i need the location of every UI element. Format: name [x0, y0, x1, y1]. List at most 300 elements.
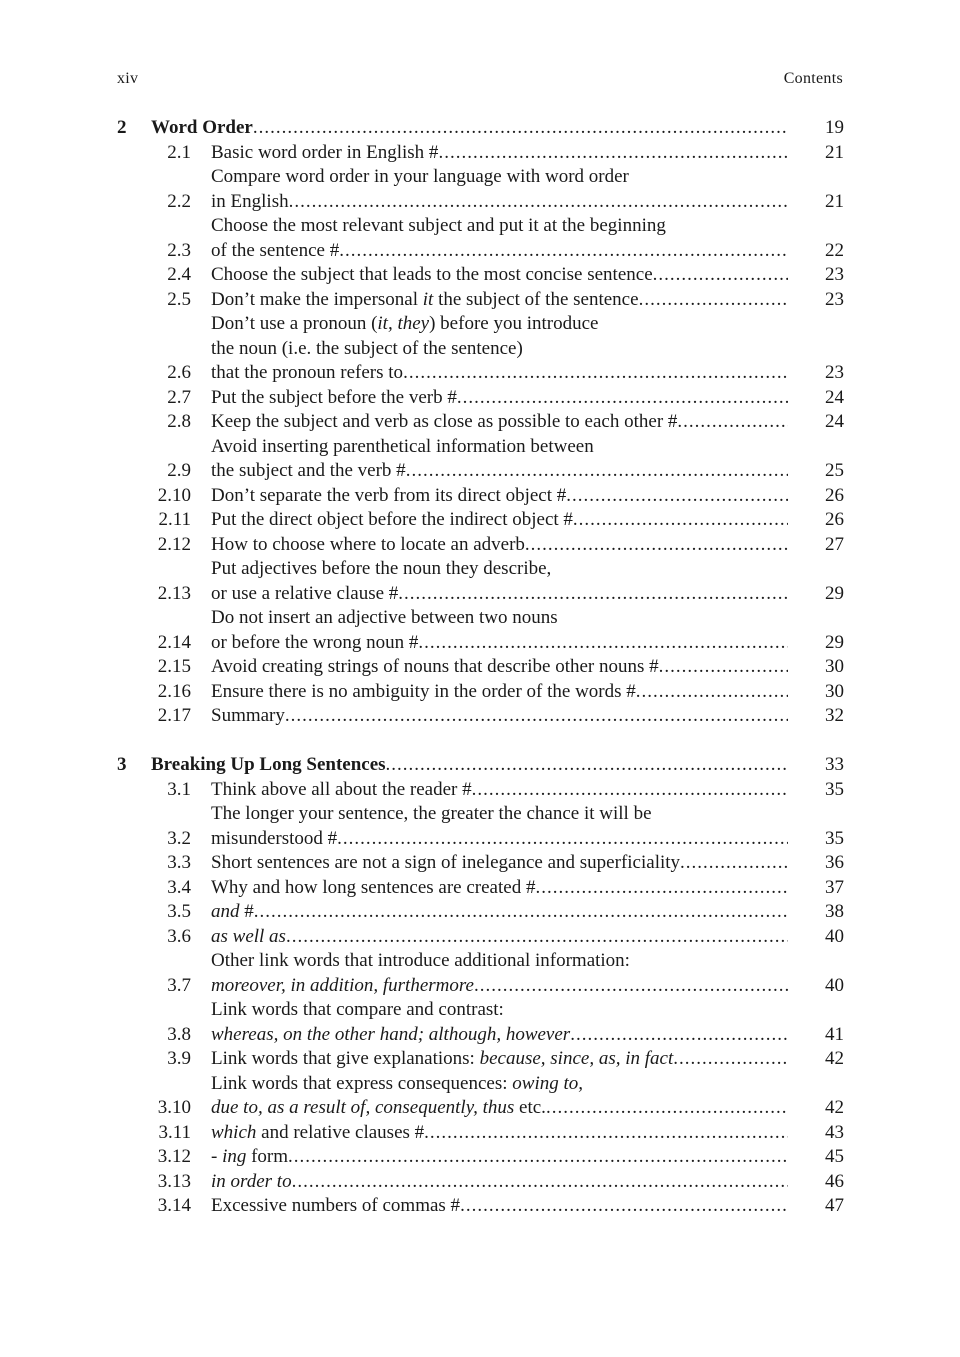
section-title-text [211, 361, 403, 386]
section-title-line [211, 410, 788, 435]
dot-leader [525, 533, 788, 558]
section-title-cell [191, 508, 788, 533]
toc-entry[interactable] [117, 141, 844, 166]
section-title-cell [191, 655, 788, 680]
dot-leader [286, 925, 788, 950]
section-number: 3.13 [157, 1170, 191, 1192]
section-title-cell [191, 484, 788, 509]
page-number: 23 [825, 362, 844, 383]
section-title-text [211, 655, 659, 680]
page-number: 29 [825, 582, 844, 604]
entry-text-segment: Short sentences are not a sign of inelegance and superficiality [211, 852, 681, 873]
section-title-cell [191, 435, 788, 484]
page-number: 37 [825, 876, 844, 898]
page-number: 26 [825, 509, 844, 530]
entry-text-segment: Why and how long sentences are created # [211, 876, 536, 898]
section-title-line [211, 557, 788, 582]
section-number: 3.10 [157, 1097, 191, 1118]
page-number: 27 [825, 533, 844, 555]
page-number: 21 [825, 190, 844, 212]
page-number: 22 [825, 239, 844, 261]
running-head [117, 70, 843, 88]
section-title-cell [191, 141, 788, 166]
section-title-text [211, 410, 677, 435]
page-number: 40 [825, 974, 844, 996]
toc-entry[interactable] [117, 1047, 844, 1072]
section-title-line [211, 1194, 788, 1219]
toc-entry[interactable] [117, 410, 844, 435]
section-title-text [211, 386, 457, 411]
page-number: 23 [825, 288, 844, 310]
section-title-text [211, 974, 474, 999]
page-number: 36 [825, 852, 844, 873]
page-number: 30 [825, 680, 844, 702]
section-title-text [211, 925, 286, 950]
toc-entry[interactable] [117, 508, 844, 533]
section-title-line [211, 606, 788, 631]
dot-leader [680, 851, 788, 876]
page-number: 30 [825, 656, 844, 677]
toc-entry[interactable] [117, 312, 844, 386]
section-title-cell [191, 214, 788, 263]
entry-text-segment: Link words that give explanations: [211, 1048, 480, 1069]
toc-entry[interactable] [117, 1121, 844, 1146]
section-title-line [211, 1121, 788, 1146]
section-title-line [211, 484, 788, 509]
section-title-cell [191, 778, 788, 803]
dot-leader [570, 1023, 788, 1048]
section-title-line [211, 1170, 788, 1195]
page-number: 38 [825, 901, 844, 922]
dot-leader [535, 876, 788, 901]
page-number: 42 [825, 1097, 844, 1118]
section-number: 2.16 [157, 680, 191, 702]
section-title-cell [191, 606, 788, 655]
section-number: 2.13 [157, 582, 191, 604]
dot-leader [659, 655, 788, 680]
running-title: Contents [783, 70, 843, 87]
page-number: 26 [825, 484, 844, 506]
dot-leader [653, 263, 788, 288]
section-number: 2.4 [167, 264, 191, 285]
section-title-line [211, 851, 788, 876]
section-number: 3.5 [167, 901, 191, 922]
chapter-title-cell [151, 116, 788, 141]
section-number: 3.2 [167, 827, 191, 849]
section-number: 3.1 [167, 778, 191, 800]
section-title-line [211, 1072, 788, 1097]
chapter-title: Breaking Up Long Sentences [151, 754, 386, 775]
entry-text-segment: The longer your sentence, the greater the chance it will be [211, 803, 652, 824]
dot-leader [673, 1047, 788, 1072]
section-title-cell [191, 851, 788, 876]
section-number: 2.9 [167, 460, 191, 481]
page-number: 19 [825, 117, 844, 138]
section-number: 3.4 [167, 876, 191, 898]
entry-text-segment: Keep the subject and verb as close as possible to each other # [211, 411, 678, 432]
section-title-cell [191, 876, 788, 901]
toc-entry[interactable] [117, 802, 844, 851]
section-title-line [211, 925, 788, 950]
section-number: 3.12 [157, 1146, 191, 1167]
chapter-title: Word Order [151, 117, 253, 138]
entry-text-segment: Think above all about the reader # [211, 778, 472, 800]
entry-text-segment: the subject and the verb # [211, 460, 406, 481]
section-title-cell [191, 1047, 788, 1072]
toc-entry[interactable] [117, 1194, 844, 1219]
entry-text-segment: misunderstood # [211, 827, 338, 849]
section-title-cell [191, 900, 788, 925]
section-title-line [211, 288, 788, 313]
chapter-block [117, 116, 844, 729]
chapter-title-line [151, 116, 788, 141]
entry-text-segment: Excessive numbers of commas # [211, 1195, 461, 1216]
entry-text-segment: that the pronoun refers to [211, 362, 404, 383]
entry-text-segment: Avoid creating strings of nouns that describe other nouns # [211, 656, 659, 677]
section-number: 2.3 [167, 239, 191, 261]
section-title-line [211, 778, 788, 803]
section-title-cell [191, 949, 788, 998]
section-title-cell [191, 704, 788, 729]
section-title-text [211, 827, 337, 852]
dot-leader [460, 1194, 788, 1219]
section-title-line [211, 949, 788, 974]
section-title-line [211, 263, 788, 288]
entry-text-segment: in order to [211, 1170, 292, 1192]
section-number: 3.6 [167, 925, 191, 947]
chapter-title-line [151, 753, 788, 778]
dot-leader [253, 116, 788, 141]
section-title-text [211, 1121, 424, 1146]
section-number: 3.11 [158, 1121, 191, 1143]
section-title-line [211, 1096, 788, 1121]
section-title-text [211, 263, 653, 288]
section-title-cell [191, 386, 788, 411]
section-number: 3.7 [167, 974, 191, 996]
toc-entry[interactable] [117, 925, 844, 950]
section-number: 2.15 [157, 656, 191, 677]
entry-text-segment: Don’t separate the verb from its direct object # [211, 484, 567, 506]
section-title-cell [191, 1072, 788, 1121]
section-title-line [211, 974, 788, 999]
entry-text-segment: or use a relative clause # [211, 582, 399, 604]
section-title-cell [191, 312, 788, 386]
entry-text-segment: Don’t use a pronoun ( [211, 313, 378, 334]
toc-entry[interactable] [117, 1145, 844, 1170]
dot-leader [337, 827, 788, 852]
page-number: 46 [825, 1170, 844, 1192]
dot-leader [292, 1170, 788, 1195]
section-title-text [211, 680, 636, 705]
page-number: 25 [825, 460, 844, 481]
dot-leader [403, 361, 788, 386]
section-title-line [211, 190, 788, 215]
toc-entry[interactable] [117, 435, 844, 484]
page-number: 32 [825, 705, 844, 726]
section-title-line [211, 1047, 788, 1072]
section-title-text [211, 1047, 673, 1072]
section-title-line [211, 214, 788, 239]
dot-leader [566, 484, 788, 509]
section-title-text [211, 631, 418, 656]
page-number: 24 [825, 411, 844, 432]
section-number: 2.12 [157, 533, 191, 555]
dot-leader [474, 974, 788, 999]
entry-text-segment: Other link words that introduce additional information: [211, 950, 630, 971]
entry-text-segment: ) before you introduce [429, 313, 599, 334]
section-title-line [211, 680, 788, 705]
toc-entry[interactable] [117, 606, 844, 655]
chapter-number: 2 [117, 117, 127, 138]
section-title-cell [191, 1145, 788, 1170]
section-number: 2.7 [167, 386, 191, 408]
dot-leader [339, 239, 788, 264]
toc-entry[interactable] [117, 949, 844, 998]
section-title-line [211, 312, 788, 337]
section-title-line [211, 337, 788, 362]
toc-entry[interactable] [117, 214, 844, 263]
section-title-cell [191, 925, 788, 950]
section-title-text [211, 1170, 292, 1195]
dot-leader [546, 1096, 788, 1121]
entry-text-segment: owing to, [512, 1072, 584, 1094]
entry-text-segment: Link words that compare and contrast: [211, 999, 504, 1020]
page-number: 35 [825, 827, 844, 849]
dot-leader [636, 680, 788, 705]
toc-entry[interactable] [117, 1170, 844, 1195]
dot-leader [424, 1121, 788, 1146]
toc-entry[interactable] [117, 165, 844, 214]
dot-leader [457, 386, 788, 411]
section-title-line [211, 533, 788, 558]
dot-leader [289, 190, 788, 215]
entry-text-segment: Don’t make the impersonal [211, 288, 423, 310]
section-title-text [211, 876, 535, 901]
entry-text-segment: due to, as a result of, consequently, thus [211, 1097, 515, 1118]
entry-text-segment: whereas, on the other hand; although, however [211, 1023, 571, 1045]
chapter-block [117, 753, 844, 1219]
section-title-text [211, 288, 639, 313]
section-number: 2.1 [167, 141, 191, 163]
dot-leader [398, 582, 788, 607]
section-number: 3.3 [167, 852, 191, 873]
entry-text-segment: Do not insert an adjective between two nouns [211, 607, 558, 628]
section-number: 2.17 [157, 705, 191, 726]
section-title-line [211, 1145, 788, 1170]
dot-leader [573, 508, 788, 533]
entry-text-segment: Basic word order in English # [211, 141, 439, 163]
entry-text-segment: form [246, 1146, 289, 1167]
entry-text-segment: moreover, in addition, furthermore [211, 974, 474, 996]
section-title-line [211, 386, 788, 411]
entry-text-segment: which [211, 1121, 257, 1143]
section-title-line [211, 141, 788, 166]
section-title-line [211, 508, 788, 533]
dot-leader [472, 778, 788, 803]
page-number: 35 [825, 778, 844, 800]
section-number: 2.5 [167, 288, 191, 310]
entry-text-segment: or before the wrong noun # [211, 631, 419, 653]
section-title-text [211, 484, 566, 509]
page-number: 24 [825, 386, 844, 408]
toc-entry[interactable] [117, 680, 844, 705]
entry-text-segment: Ensure there is no ambiguity in the order of the words # [211, 680, 636, 702]
section-title-line [211, 900, 788, 925]
chapter-title-cell [151, 753, 788, 778]
entry-text-segment: as well as [211, 925, 286, 947]
section-title-cell [191, 533, 788, 558]
section-title-cell [191, 1194, 788, 1219]
entry-text-segment: ing [222, 1146, 247, 1167]
chapter-number: 3 [117, 754, 127, 775]
entry-text-segment: Compare word order in your language with word order [211, 166, 629, 187]
section-title-line [211, 459, 788, 484]
section-title-cell [191, 998, 788, 1047]
page-number: 45 [825, 1146, 844, 1167]
section-title-text [211, 459, 406, 484]
section-number: 2.11 [158, 509, 191, 530]
section-number: 2.2 [167, 190, 191, 212]
section-title-line [211, 998, 788, 1023]
entry-text-segment: Link words that express consequences: [211, 1072, 513, 1094]
entry-text-segment: Choose the subject that leads to the most concise sentence [211, 264, 653, 285]
section-title-line [211, 165, 788, 190]
entry-text-segment: in English [211, 190, 289, 212]
section-title-line [211, 827, 788, 852]
dot-leader [288, 1145, 788, 1170]
section-title-line [211, 704, 788, 729]
section-number: 2.8 [167, 411, 191, 432]
section-title-cell [191, 802, 788, 851]
dot-leader [406, 459, 788, 484]
section-title-line [211, 239, 788, 264]
section-title-line [211, 1023, 788, 1048]
section-title-cell [191, 165, 788, 214]
section-number: 3.8 [167, 1023, 191, 1045]
section-number: 2.6 [167, 362, 191, 383]
page-number: 42 [825, 1048, 844, 1069]
dot-leader [254, 900, 788, 925]
toc-entry[interactable] [117, 655, 844, 680]
entry-text-segment: Put the subject before the verb # [211, 386, 457, 408]
toc-entry[interactable] [117, 557, 844, 606]
section-title-text [211, 1194, 460, 1219]
entry-text-segment: it, they [377, 313, 430, 334]
toc-entry[interactable] [117, 533, 844, 558]
dot-leader [386, 753, 788, 778]
toc-entry[interactable] [117, 263, 844, 288]
section-title-line [211, 876, 788, 901]
section-number: 3.14 [157, 1195, 191, 1216]
entry-text-segment: Put the direct object before the indirect object # [211, 509, 573, 530]
section-title-text [211, 190, 289, 215]
section-title-cell [191, 1170, 788, 1195]
section-title-line [211, 655, 788, 680]
toc-entry[interactable] [117, 876, 844, 901]
page-number: 29 [825, 631, 844, 653]
chapter-heading[interactable] [117, 116, 844, 141]
section-title-text [211, 778, 472, 803]
section-title-cell [191, 680, 788, 705]
entry-text-segment: it [422, 288, 434, 310]
entry-text-segment: Put adjectives before the noun they describe, [211, 558, 552, 579]
toc-entry[interactable] [117, 704, 844, 729]
section-title-text [211, 1096, 546, 1121]
section-title-text [211, 508, 573, 533]
folio: xiv [117, 70, 139, 87]
entry-text-segment: # [239, 901, 254, 922]
toc-entry[interactable] [117, 778, 844, 803]
entry-text-segment: of the sentence # [211, 239, 340, 261]
section-title-text [211, 582, 398, 607]
entry-text-segment: How to choose where to locate an adverb [211, 533, 525, 555]
chapter-heading[interactable] [117, 753, 844, 778]
page-number: 23 [825, 264, 844, 285]
entry-text-segment: Avoid inserting parenthetical information between [211, 435, 594, 457]
section-title-text [211, 851, 680, 876]
page-number: 47 [825, 1195, 844, 1216]
section-title-text [211, 1023, 570, 1048]
entry-text-segment: - [211, 1146, 223, 1167]
section-title-cell [191, 410, 788, 435]
page-number: 40 [825, 925, 844, 947]
page-number: 43 [825, 1121, 844, 1143]
dot-leader [677, 410, 788, 435]
section-number: 3.9 [167, 1048, 191, 1069]
section-title-cell [191, 263, 788, 288]
toc-entry[interactable] [117, 851, 844, 876]
entry-text-segment: and [211, 901, 240, 922]
dot-leader [438, 141, 788, 166]
section-title-cell [191, 557, 788, 606]
toc-entry[interactable] [117, 484, 844, 509]
table-of-contents [117, 116, 844, 1243]
section-number: 2.10 [157, 484, 191, 506]
section-title-text [211, 704, 285, 729]
dot-leader [418, 631, 788, 656]
entry-text-segment: because, since, as, in fact [479, 1048, 674, 1069]
section-title-cell [191, 1121, 788, 1146]
dot-leader [639, 288, 788, 313]
section-title-cell [191, 288, 788, 313]
section-title-line [211, 631, 788, 656]
section-title-text [211, 1145, 288, 1170]
entry-text-segment: and relative clauses # [256, 1121, 425, 1143]
toc-entry[interactable] [117, 998, 844, 1047]
section-title-text [211, 900, 254, 925]
section-title-line [211, 435, 788, 460]
entry-text-segment: the noun (i.e. the subject of the sentence) [211, 337, 523, 359]
section-title-text [211, 533, 525, 558]
toc-entry[interactable] [117, 1072, 844, 1121]
toc-entry[interactable] [117, 386, 844, 411]
toc-entry[interactable] [117, 900, 844, 925]
section-title-line [211, 582, 788, 607]
section-title-text [211, 239, 339, 264]
page-number: 33 [825, 754, 844, 775]
entry-text-segment: Summary [211, 705, 285, 726]
toc-entry[interactable] [117, 288, 844, 313]
section-title-line [211, 802, 788, 827]
entry-text-segment: the subject of the sentence [433, 288, 639, 310]
page-number: 21 [825, 141, 844, 163]
section-number: 2.14 [157, 631, 191, 653]
entry-text-segment: etc. [514, 1097, 546, 1118]
section-title-line [211, 361, 788, 386]
entry-text-segment: Choose the most relevant subject and put it at the beginning [211, 215, 666, 236]
dot-leader [285, 704, 788, 729]
section-title-text [211, 141, 438, 166]
